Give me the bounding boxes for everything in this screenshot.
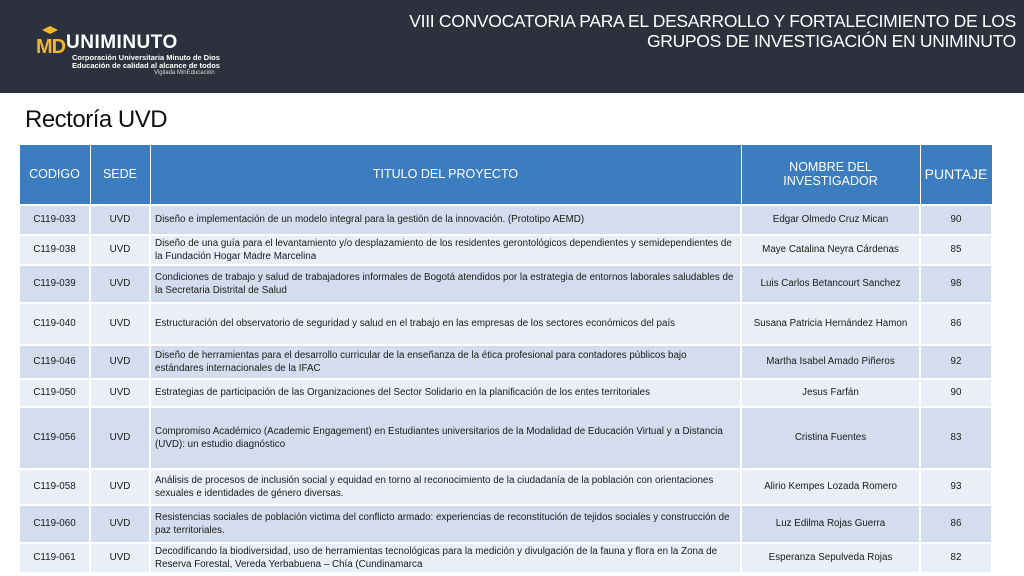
projects-table-container [18, 144, 991, 574]
cell-codigo: C119-060 [19, 505, 90, 543]
cell-titulo: Análisis de procesos de inclusión social y equidad en torno al reconocimiento de la ciudadanía de la población con orientaciones sexuales e identidades de género diversas. [150, 469, 741, 505]
cell-sede: UVD [90, 345, 150, 379]
cell-titulo: Diseño e implementación de un modelo integral para la gestión de la innovación. (Prototipo AEMD) [150, 205, 741, 235]
uniminuto-logo [36, 24, 236, 80]
page-title: Rectoría UVD [25, 106, 168, 133]
cell-sede: UVD [90, 235, 150, 265]
cell-sede: UVD [90, 303, 150, 345]
projects-table [18, 144, 993, 574]
logo-name: UNIMINUTO [66, 32, 178, 53]
logo-line-1: Corporación Universitaria Minuto de Dios [72, 53, 220, 62]
cell-investigador: Maye Catalina Neyra Cárdenas [741, 235, 920, 265]
cell-codigo: C119-046 [19, 345, 90, 379]
table-row [19, 543, 992, 573]
graduation-cap-icon [42, 26, 58, 34]
cell-puntaje: 93 [920, 469, 992, 505]
cell-investigador: Cristina Fuentes [741, 407, 920, 469]
cell-codigo: C119-061 [19, 543, 90, 573]
cell-puntaje: 92 [920, 345, 992, 379]
cell-sede: UVD [90, 265, 150, 303]
cell-codigo: C119-056 [19, 407, 90, 469]
cell-investigador: Edgar Olmedo Cruz Mican [741, 205, 920, 235]
cell-sede: UVD [90, 205, 150, 235]
banner-title-line-2: GRUPOS DE INVESTIGACIÓN EN UNIMINUTO [646, 31, 1016, 51]
cell-sede: UVD [90, 407, 150, 469]
cell-sede: UVD [90, 505, 150, 543]
cell-codigo: C119-038 [19, 235, 90, 265]
cell-sede: UVD [90, 379, 150, 407]
cell-puntaje: 86 [920, 303, 992, 345]
cell-codigo: C119-040 [19, 303, 90, 345]
table-row [19, 303, 992, 345]
cell-titulo: Estructuración del observatorio de seguridad y salud en el trabajo en las empresas de los sectores económicos del país [150, 303, 741, 345]
cell-puntaje: 90 [920, 205, 992, 235]
table-body [19, 205, 992, 573]
cell-titulo: Resistencias sociales de población victima del conflicto armado: experiencias de reconstitución de tejidos sociales y construcción de paz territoriales. [150, 505, 741, 543]
cell-titulo: Diseño de herramientas para el desarrollo curricular de la enseñanza de la ética profesional para contadores públicos bajo estándares internacionales de la IFAC [150, 345, 741, 379]
cell-investigador: Martha Isabel Amado Piñeros [741, 345, 920, 379]
cell-investigador: Susana Patricia Hernández Hamon [741, 303, 920, 345]
logo-line-2: Educación de calidad al alcance de todos [72, 61, 220, 70]
table-row [19, 205, 992, 235]
cell-codigo: C119-033 [19, 205, 90, 235]
header-investigador: NOMBRE DEL INVESTIGADOR [741, 145, 920, 205]
cell-investigador: Alirio Kempes Lozada Romero [741, 469, 920, 505]
table-row [19, 235, 992, 265]
cell-investigador: Esperanza Sepulveda Rojas [741, 543, 920, 573]
header-titulo: TITULO DEL PROYECTO [150, 145, 741, 205]
cell-puntaje: 90 [920, 379, 992, 407]
cell-puntaje: 85 [920, 235, 992, 265]
cell-puntaje: 86 [920, 505, 992, 543]
table-row [19, 345, 992, 379]
header-puntaje: PUNTAJE [920, 145, 992, 205]
cell-titulo: Condiciones de trabajo y salud de trabajadores informales de Bogotá atendidos por la estrategia de entornos laborales saludables de la Secretaria Distrital de Salud [150, 265, 741, 303]
cell-puntaje: 98 [920, 265, 992, 303]
table-header-row [19, 145, 992, 205]
header-banner [0, 0, 1024, 93]
banner-title-line-1: VIII CONVOCATORIA PARA EL DESARROLLO Y FORTALECIMIENTO DE LOS [409, 11, 1016, 31]
cell-codigo: C119-050 [19, 379, 90, 407]
table-row [19, 505, 992, 543]
cell-titulo: Decodificando la biodiversidad, uso de herramientas tecnológicas para la medición y divulgación de la fauna y flora en la Zona de Reserva Forestal, Vereda Yerbabuena – Chía (Cundinamarca [150, 543, 741, 573]
header-codigo: CODIGO [19, 145, 90, 205]
table-row [19, 379, 992, 407]
cell-titulo: Compromiso Académico (Academic Engagement) en Estudiantes universitarios de la Modalidad de Educación Virtual y a Distancia (UVD): un estudio diagnóstico [150, 407, 741, 469]
cell-sede: UVD [90, 469, 150, 505]
cell-puntaje: 82 [920, 543, 992, 573]
cell-puntaje: 83 [920, 407, 992, 469]
cell-codigo: C119-058 [19, 469, 90, 505]
cell-titulo: Estrategias de participación de las Organizaciones del Sector Solidario en la planificación de los entes territoriales [150, 379, 741, 407]
cell-titulo: Diseño de una guía para el levantamiento y/o desplazamiento de los residentes gerontológicos dependientes y semidependientes de la Fundación Hogar Madre Marcelina [150, 235, 741, 265]
cell-investigador: Luis Carlos Betancourt Sanchez [741, 265, 920, 303]
cell-codigo: C119-039 [19, 265, 90, 303]
banner-title [409, 11, 1016, 51]
cell-investigador: Luz Edilma Rojas Guerra [741, 505, 920, 543]
table-row [19, 469, 992, 505]
header-sede: SEDE [90, 145, 150, 205]
table-row [19, 265, 992, 303]
cell-investigador: Jesus Farfán [741, 379, 920, 407]
logo-line-3: Vigilada MinEducación [154, 70, 215, 76]
cell-sede: UVD [90, 543, 150, 573]
table-row [19, 407, 992, 469]
logo-mark: MD [36, 36, 66, 58]
